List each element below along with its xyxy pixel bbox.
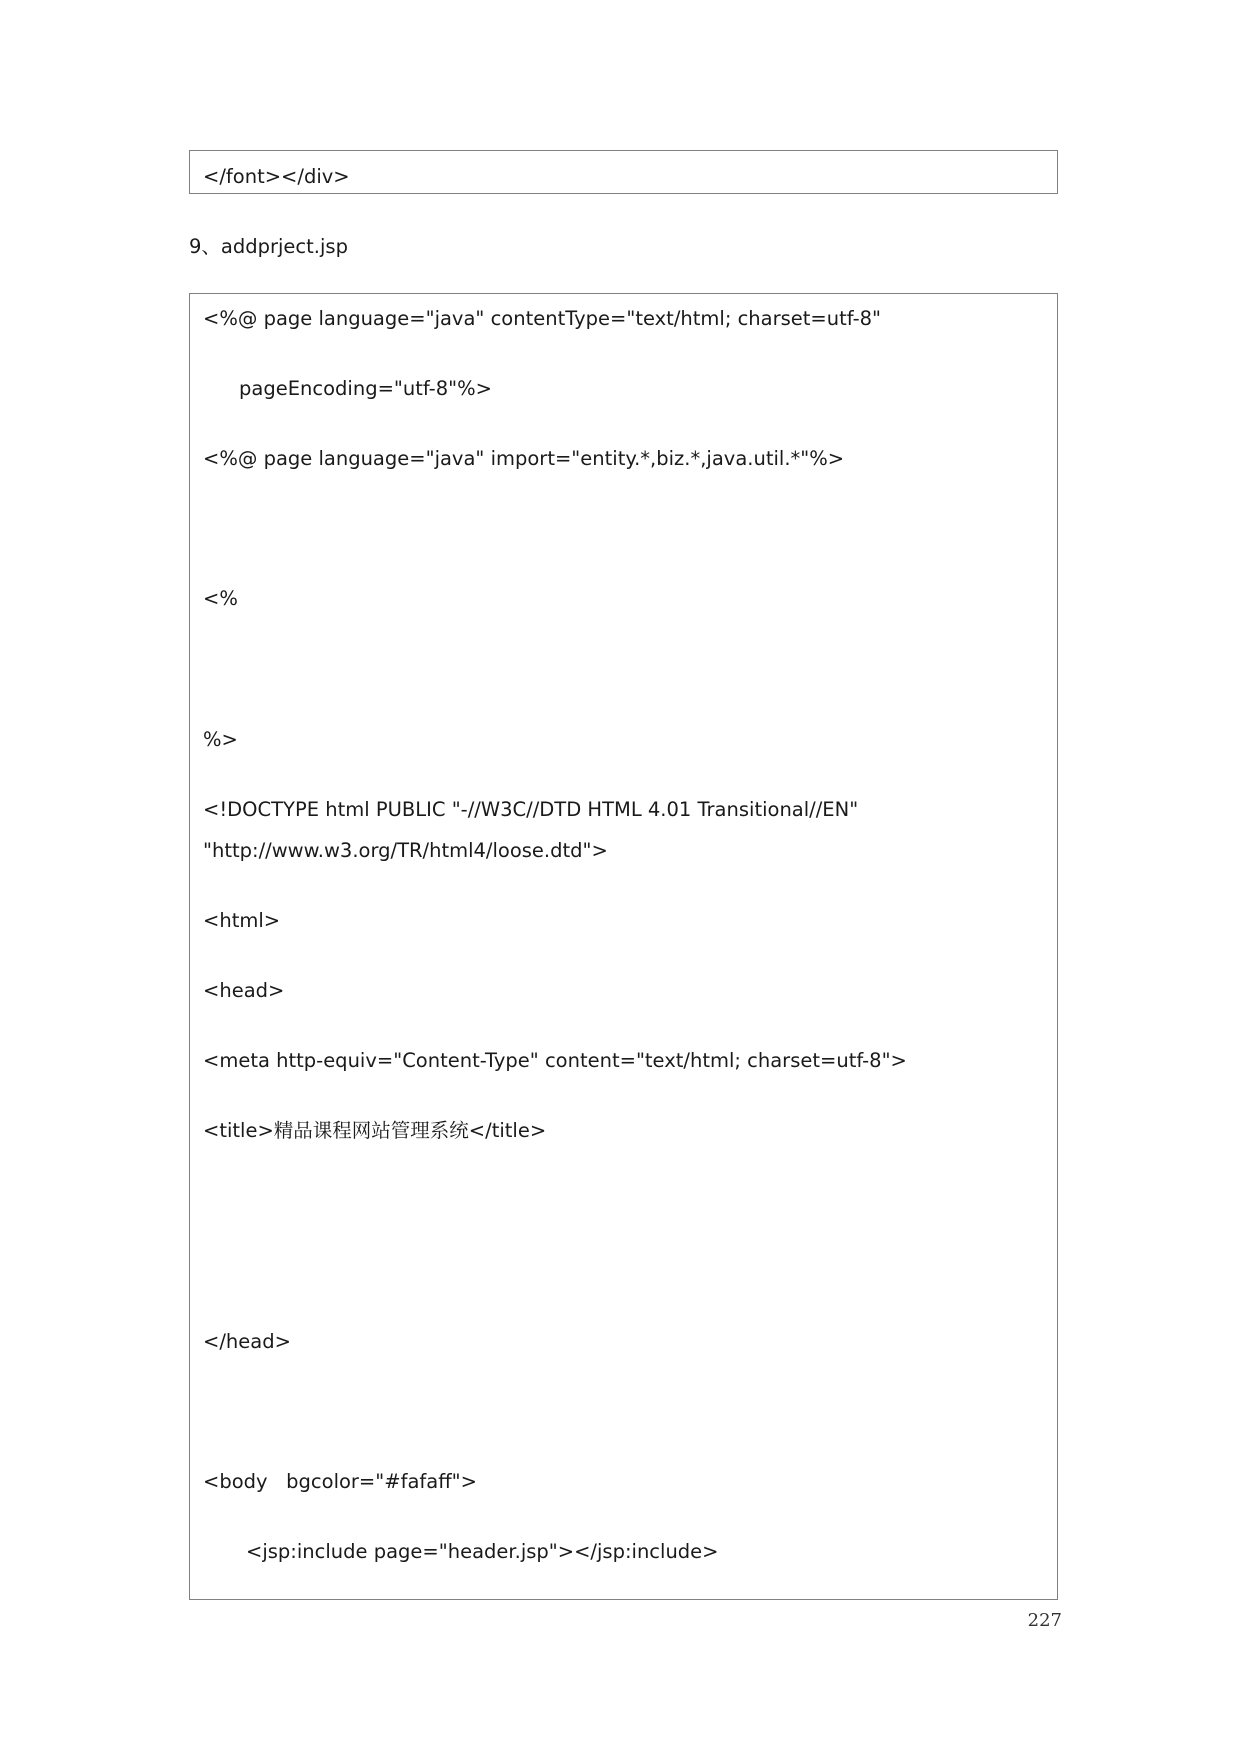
code-line: <jsp:include page="header.jsp"></jsp:include> (246, 1540, 719, 1563)
code-line: pageEncoding="utf-8"%> (239, 377, 492, 400)
code-line: <meta http-equiv="Content-Type" content="text/html; charset=utf-8"> (203, 1049, 907, 1072)
code-line: <body bgcolor="#fafaff"> (203, 1470, 477, 1493)
code-line: <%@ page language="java" contentType="text/html; charset=utf-8" (203, 307, 881, 330)
page-number: 227 (1027, 1610, 1062, 1631)
code-line: <!DOCTYPE html PUBLIC "-//W3C//DTD HTML 4.01 Transitional//EN" (203, 798, 859, 821)
code-line: </font></div> (203, 165, 350, 188)
code-line: <head> (203, 979, 285, 1002)
code-line: <%@ page language="java" import="entity.*,biz.*,java.util.*"%> (203, 447, 845, 470)
code-line: %> (203, 728, 238, 751)
section-heading: 9、addprject.jsp (189, 235, 348, 258)
code-line: "http://www.w3.org/TR/html4/loose.dtd"> (203, 839, 608, 862)
code-line: <% (203, 587, 238, 610)
code-box (189, 293, 1058, 1600)
code-line: </head> (203, 1330, 291, 1353)
code-line: <html> (203, 909, 281, 932)
code-line: <title>精品课程网站管理系统</title> (203, 1119, 547, 1142)
